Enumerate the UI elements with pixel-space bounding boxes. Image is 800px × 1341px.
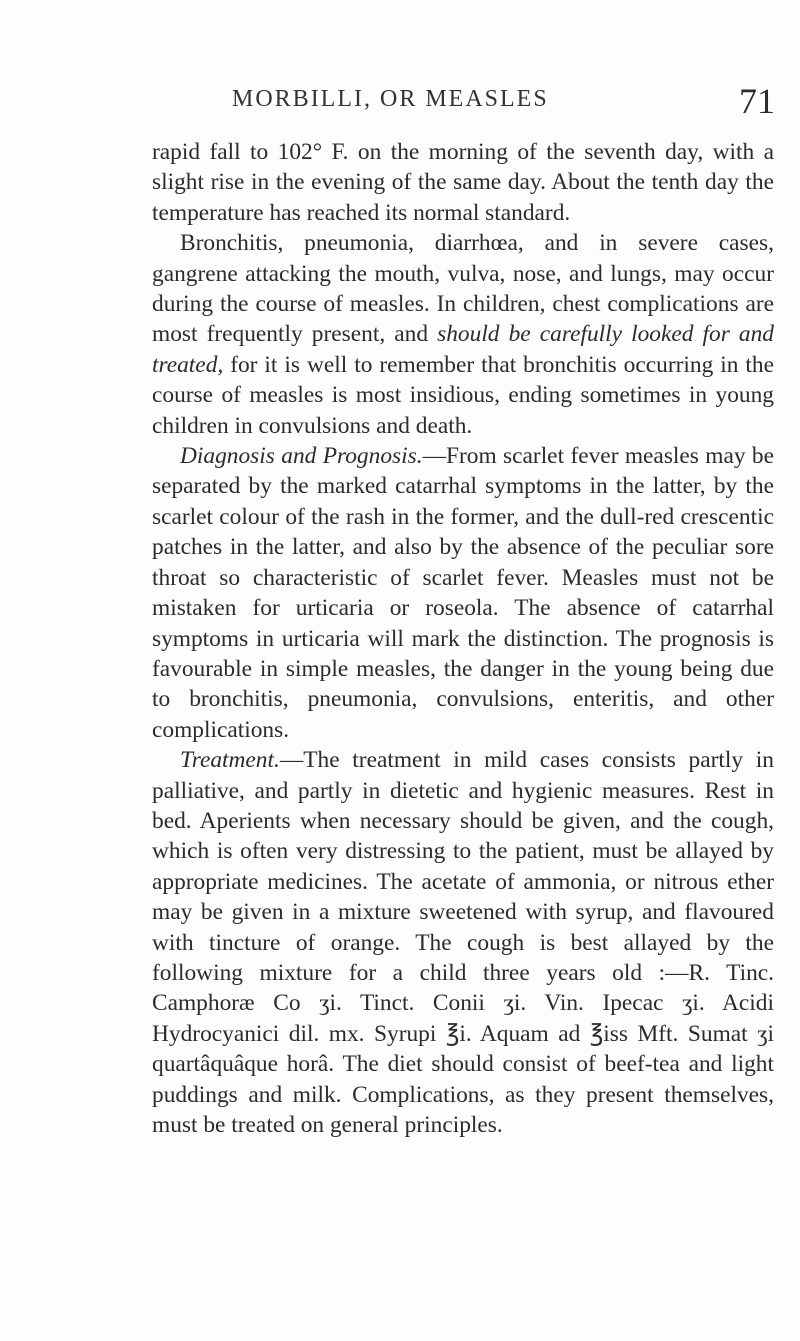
treatment-heading: Treatment. bbox=[180, 747, 280, 774]
diagnosis-heading: Diagnosis and Prognosis. bbox=[180, 443, 423, 470]
paragraph-fever-course-text: rapid fall to 102° F. on the morning of the seventh day, with a slight rise in the evening of the same day. About the tenth day the temperature has reached its normal standard. bbox=[152, 139, 774, 226]
paragraph-treatment bbox=[152, 745, 774, 1140]
page-number: 71 bbox=[739, 81, 775, 121]
running-head bbox=[150, 82, 775, 122]
diagnosis-text: —From scarlet fever measles may be separated by the marked catarrhal symptoms in the latter, by the scarlet colour of the rash in the former, and the dull-red crescentic patches in the latter, and also by the absence of the peculiar sore throat so characteristic of scarlet fever. Measles must not be mistaken for urticaria or roseola. The absence of catarrhal symptoms in urticaria will mark the distinction. The prognosis is favourable in simple measles, the danger in the young being due to bronchitis, pneumonia, convulsions, enteritis, and other complications. bbox=[152, 443, 775, 743]
body-text bbox=[152, 137, 774, 1140]
paragraph-complications bbox=[152, 228, 774, 441]
complications-text-b: for it is well to remember that bronchitis occurring in the course of measles is most insidious, ending sometimes in young children in convulsions and death. bbox=[152, 351, 774, 439]
treatment-text: —The treatment in mild cases consists partly in palliative, and partly in dietetic and hygienic measures. Rest in bed. Aperients when necessary should be given, and the cough, which is often very distressing to the patient, must be allayed by appropriate medicines. The acetate of ammonia, or nitrous ether may be given in a mixture sweetened with syrup, and flavoured with tincture of orange. The cough is best allayed by the following mixture for a child three years old :—R. Tinc. Camphoræ Co ʒi. Tinct. Conii ʒi. Vin. Ipecac ʒi. Acidi Hydrocyanici dil. mx. Syrupi ℥i. Aquam ad ℥iss Mft. Sumat ʒi quartâquâque horâ. The diet should consist of beef-tea and light puddings and milk. Complications, as they present themselves, must be treated on general principles. bbox=[152, 747, 774, 1138]
complications-emphasis: should be carefully looked for and treated, bbox=[152, 321, 775, 378]
paragraph-fever-course bbox=[152, 137, 774, 228]
paragraph-diagnosis bbox=[152, 441, 774, 745]
complications-text-a: Bronchitis, pneumonia, diarrhœa, and in severe cases, gangrene attacking the mouth, vulva, nose, and lungs, may occur during the course of measles. In children, chest complications are most frequently present, and bbox=[152, 230, 774, 348]
running-title: MORBILLI, OR MEASLES bbox=[232, 86, 549, 112]
